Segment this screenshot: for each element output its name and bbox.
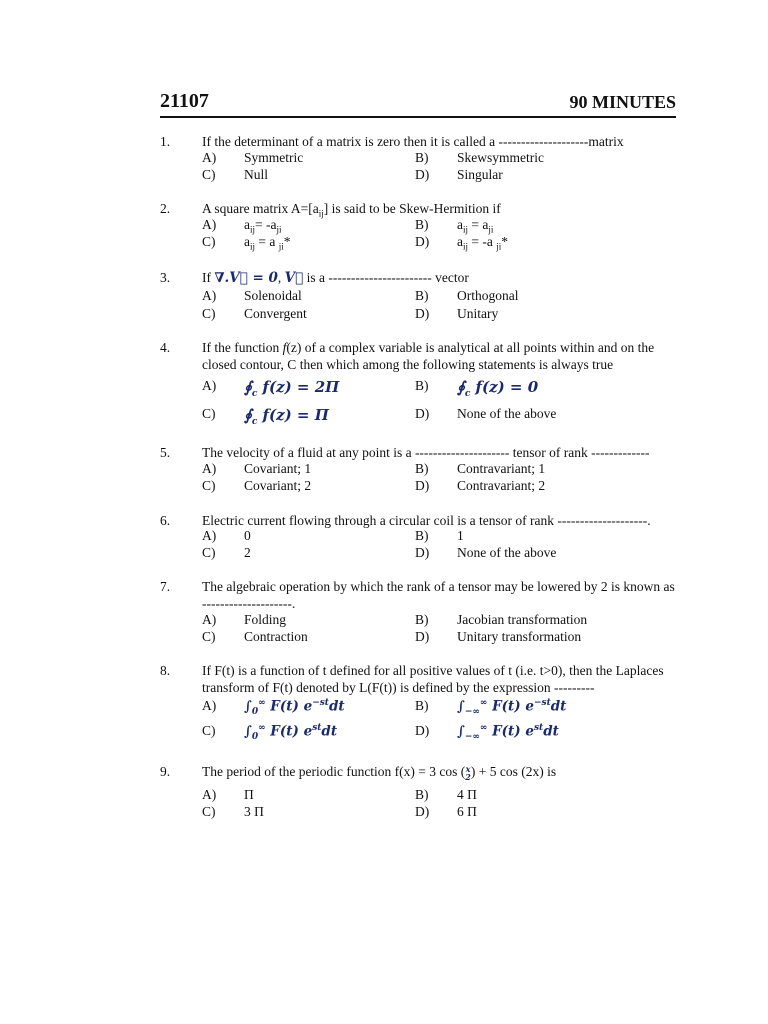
question-text: A square matrix $A=[a_{ij}]$ is said to be Skew-Hermition if xyxy=(202,201,501,219)
math-expression: $a_{ij} = a$ $_{ji}$* xyxy=(244,234,291,252)
math-expression: $a_{ij} = a_{ji}$ xyxy=(457,217,494,235)
math-expression: $a_{ij}= -a_{ji}$ xyxy=(244,217,282,235)
math-fraction: x 2 xyxy=(465,763,471,782)
math-expression: $\int_0^\infty$ F(t) $e^{st}dt$ xyxy=(244,723,338,743)
math-expression: $\int_{-\infty}^\infty$ F(t) $e^{-st}dt$ xyxy=(457,698,567,718)
math-expression: $a_{ij} = -a$ $_{ji}$* xyxy=(457,234,509,252)
question-text: The velocity of a fluid at any point is a --------------------- tensor of rank ------------- xyxy=(202,445,650,460)
question-text: If F(t) is a function of t defined for all positive values of t (i.e. t>0), then the Laplaces transform of F(t) denoted by L(F(t)) is defined by the expression --------- xyxy=(202,663,664,695)
math-expression: $\int_0^\infty$ F(t) $e^{-st}dt$ xyxy=(244,698,345,718)
page-header xyxy=(160,90,676,114)
question-number: 5. xyxy=(160,445,171,460)
question-text: If ∇.V⃗ = 0, V⃗ is a ----------------------- vector xyxy=(202,270,469,286)
math-expression: ∇.V⃗ = 0 xyxy=(214,270,278,286)
question-number: 6. xyxy=(160,513,171,528)
question-text: The algebraic operation by which the rank of a tensor may be lowered by 2 is known as --------------------. xyxy=(202,579,675,611)
question-text: The period of the periodic function f(x) = 3 cos ( x 2 ) + 5 cos (2x) is xyxy=(202,763,557,782)
question-number: 7. xyxy=(160,579,171,594)
question-text: Electric current flowing through a circular coil is a tensor of rank --------------------. xyxy=(202,513,651,528)
header-rule xyxy=(160,116,676,118)
question-number: 2. xyxy=(160,201,171,216)
paper-code: 21107 xyxy=(160,90,209,112)
math-expression: V⃗ xyxy=(284,270,304,286)
exam-duration: 90 MINUTES xyxy=(569,92,676,112)
question-number: 3. xyxy=(160,270,171,285)
question-number: 9. xyxy=(160,764,171,779)
math-expression: $∮_c$ f(z) = 0 xyxy=(457,378,539,399)
question-text: If the determinant of a matrix is zero then it is called a --------------------matrix xyxy=(202,134,624,149)
math-expression: $∮_c$ f(z) = 2Π xyxy=(244,378,340,399)
question-number: 4. xyxy=(160,340,171,355)
question-text: If the function f(z) of a complex variable is analytical at all points within and on the closed contour, C then which among the following statements is always true xyxy=(202,340,655,372)
math-expression: $∮_c$ f(z) = Π xyxy=(244,406,329,427)
question-number: 1. xyxy=(160,134,171,149)
question-number: 8. xyxy=(160,663,171,678)
math-expression: $\int_{-\infty}^\infty$ F(t) $e^{st}dt$ xyxy=(457,723,559,743)
